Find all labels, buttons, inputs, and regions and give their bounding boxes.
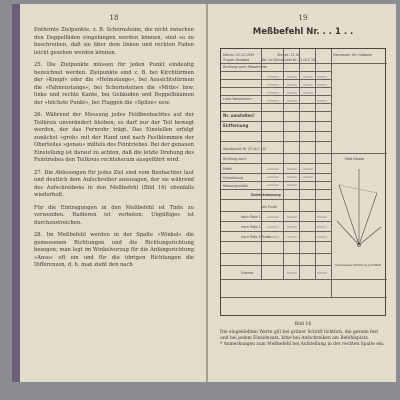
form-station-field: Abt. im Standpunkt Nr. 22 (A.F. 20) — [261, 58, 317, 62]
sketch-title: Meß-Skizze — [345, 157, 365, 161]
form-triangle-measurement: Dreieckmessung — [251, 193, 281, 197]
form-mean: Mittel — [223, 167, 232, 171]
right-page — [208, 4, 396, 382]
figure-caption: Bild 16 — [294, 322, 312, 327]
form-date-field: Datum: 22.10.1939 — [223, 53, 255, 57]
paragraph-ink: Für die Eintragungen in den Meßbefehl ist Tinte zu verwenden. Radieren ist verboten; Ungültiges ist durchzustreichen. — [34, 204, 194, 226]
form-measurement-mean: Messungsmittel — [223, 184, 249, 188]
form-from-point: Von Punkt — [261, 205, 277, 209]
page-number-left: 18 — [109, 14, 119, 22]
left-page — [12, 4, 206, 382]
form-orientation: Orientierung — [223, 176, 244, 180]
form-time-field: Uhrzeit: 11.40 — [277, 53, 300, 57]
sketch-caption: Gemessene Richtung ermittelt — [335, 263, 381, 267]
paragraph-1: Entfernte Zielpunkte, z. B. Schornsteine, die nicht zwischen den Doppelfäden eingefangen werden können, sind so zu beschreiben, daß sie über dem linken und rechten Faden leicht gesehen werden können. — [34, 27, 194, 56]
page-number-right: 19 — [298, 14, 308, 22]
form-distance: Entfernung — [223, 123, 249, 128]
form-to-place-2: nach Platz 2 — [241, 225, 261, 229]
paragraph-25: 25. Die Zielpunkte müssen für jeden Punkt eindeutig bezeichnet werden. Zielpunkte sind z. B. bei Kirchtürmen der »Knopf« oder die »Helmstange«, bei Aussichtstürmen die »Fahnenstange«, bei Schornsteinen die »Mitte« bzw. linke und rechte Kante, bei Gebäuden und Doppelbäumen der »höchste Punkt«, bei Flaggen die »Spitze« usw. — [34, 62, 194, 106]
measurement-form — [220, 48, 386, 316]
paragraph-28: 28. Im Meßbefehl werden in der Spalte »Winkel« die gemessenen Richtungen und die Richtungsrichtung bezogen; man legt im Winkelvorzug für die Anfangsrichtung »Anso« oft ein und für die übrigen Richtungen die Differenzen, d. h. man zieht den nach — [34, 232, 194, 268]
paragraph-26: 26. Während der Messung jedes Feldbeobachtes auf der Teilkreis unverändert bleiben; es darf nur der Teil bewegt werden, der das Fernrohr trägt. Das Einstellen erfolgt zunächst »grob« mit der Hand und nach Festklemmen der Oberteiles »genau« mittels des Feintriebes. Bei der genauen Einstellung ist darauf zu achten, daß die letzte Drehung des Feintriebes den Teilkreis rechtsherum ausgeführt wird. — [34, 112, 194, 163]
form-direction-to: Richtung nach: Wasserturm — [223, 65, 268, 69]
form-troop-field: Truppe: Hubbold — [223, 58, 250, 62]
form-to-place-1: nach Platz 1 — [241, 215, 261, 219]
form-title: Meßbefehl Nr. . . 1 . . — [252, 27, 354, 37]
form-sum: Summe — [241, 271, 254, 275]
direction-sketch — [333, 163, 385, 263]
form-measured-by: Gemessen: Gfr. Hubbold — [333, 53, 372, 57]
form-to-place-3: nach Platz 3 Punkt — [241, 235, 271, 239]
form-footer — [220, 322, 386, 348]
form-left-tower: Linke Wasserturm — [223, 97, 252, 101]
open-book — [12, 4, 396, 382]
footnote-2: * Anmerkungen zum Meßbefehl bei Aufstellung in der rechten Spalte ein. — [220, 342, 385, 347]
book-spine — [12, 4, 20, 382]
footnote-1: Die eingeklebten Werte gilt bei grüner Schrift lichtlich, die gerade fest und bei jedem Einzelnsatz, bitte bei Aufschreiben am Befehlsplatz. — [220, 330, 379, 341]
handwritten-entries — [263, 65, 329, 275]
paragraph-27: 27. Die Ablesungen für jedes Ziel sind vom Beobachter laut und deutlich dem Aufschreiber anzusagen, der sie während des Aufschreibens in den Meßbefehl (Bild 16) ebenfalls wiederholt. — [34, 169, 194, 198]
form-station-2: Standpunkt Nr. 22 (A.F. 20) — [223, 147, 266, 151]
form-repositioning: Nr. umstellen! — [223, 113, 255, 118]
form-direction-to-2: Richtung nach: — [223, 157, 248, 161]
